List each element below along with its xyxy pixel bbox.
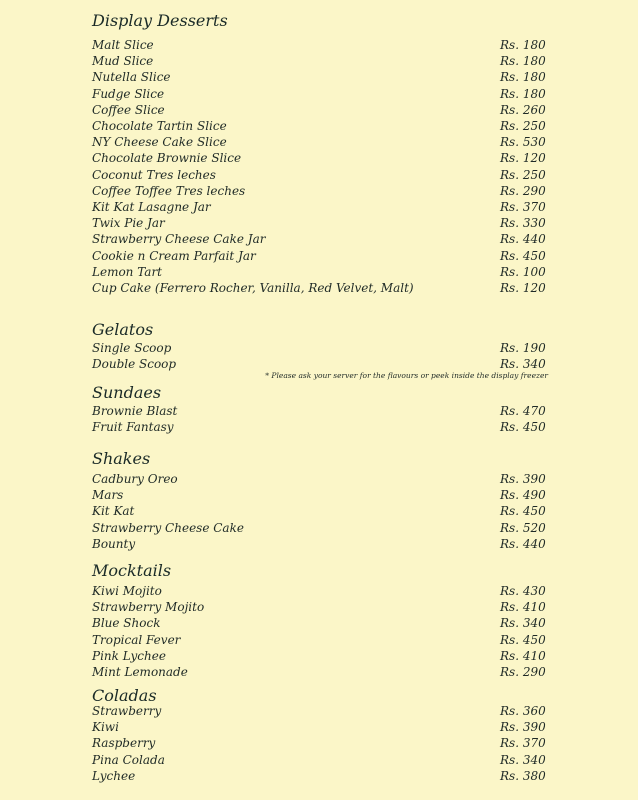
item-price: Rs. 370: [500, 736, 546, 751]
item-name: Coffee Toffee Tres leches: [92, 183, 246, 198]
menu-item-coffee-toffee-tres-leches: [92, 183, 548, 199]
section-title-mocktails: Mocktails: [92, 561, 172, 580]
item-price: Rs. 180: [500, 86, 546, 101]
menu-item-strawberry-mojito: [92, 599, 548, 615]
item-price: Rs. 530: [500, 135, 546, 150]
menu-item-strawberry: [92, 703, 548, 719]
menu-item-lychee: [92, 768, 548, 784]
menu-item-ny-cheese-cake-slice: [92, 134, 548, 150]
item-price: Rs. 360: [500, 704, 546, 718]
menu-item-fruit-fantasy: [92, 419, 548, 435]
item-price: Rs. 180: [500, 70, 546, 85]
menu-item-chocolate-brownie-slice: [92, 150, 548, 166]
section-title-gelatos: Gelatos: [92, 320, 154, 339]
item-price: Rs. 180: [500, 38, 546, 52]
item-name: NY Cheese Cake Slice: [92, 135, 227, 150]
item-name: Twix Pie Jar: [92, 216, 165, 231]
menu-item-mint-lemonade: [92, 664, 548, 680]
item-name: Strawberry Cheese Cake: [92, 520, 244, 535]
item-name: Lychee: [92, 768, 136, 783]
section-title-sundaes: Sundaes: [92, 383, 162, 402]
item-name: Strawberry: [92, 704, 162, 718]
menu-item-coffee-slice: [92, 102, 548, 118]
menu-item-kiwi-mojito: [92, 583, 548, 599]
item-price: Rs. 340: [500, 752, 546, 767]
item-price: Rs. 290: [500, 183, 546, 198]
section-title-shakes: Shakes: [92, 449, 151, 468]
item-price: Rs. 290: [500, 665, 546, 679]
menu-item-chocolate-tartin-slice: [92, 118, 548, 134]
item-price: Rs. 410: [500, 648, 546, 663]
menu-item-cookie-n-cream-parfait-jar: [92, 248, 548, 264]
item-name: Cadbury Oreo: [92, 472, 178, 486]
item-name: Kit Kat: [92, 504, 135, 519]
item-price: Rs. 340: [500, 357, 546, 372]
item-name: Raspberry: [92, 736, 156, 751]
menu-item-kiwi: [92, 719, 548, 735]
item-name: Bounty: [92, 536, 136, 551]
item-name: Cookie n Cream Parfait Jar: [92, 248, 256, 263]
menu-item-pink-lychee: [92, 648, 548, 664]
menu-item-blue-shock: [92, 615, 548, 631]
item-price: Rs. 390: [500, 720, 546, 735]
item-name: Kit Kat Lasagne Jar: [92, 200, 211, 214]
item-price: Rs. 250: [500, 119, 546, 133]
menu-item-strawberry-cheese-cake: [92, 520, 548, 536]
menu-item-double-scoop: [92, 356, 548, 372]
item-name: Mud Slice: [92, 54, 154, 69]
menu-item-bounty: [92, 536, 548, 552]
item-price: Rs. 250: [500, 167, 546, 182]
item-price: Rs. 450: [500, 504, 546, 519]
item-price: Rs. 180: [500, 54, 546, 69]
item-name: Malt Slice: [92, 38, 154, 52]
item-name: Double Scoop: [92, 357, 177, 372]
item-name: Fudge Slice: [92, 86, 165, 101]
menu-item-mud-slice: [92, 53, 548, 69]
item-name: Pina Colada: [92, 752, 165, 767]
menu-item-single-scoop: [92, 340, 548, 356]
menu-item-tropical-fever: [92, 632, 548, 648]
item-name: Kiwi Mojito: [92, 584, 162, 598]
menu-item-brownie-blast: [92, 403, 548, 419]
item-price: Rs. 120: [500, 281, 546, 295]
item-price: Rs. 450: [500, 632, 546, 647]
section-title-display-desserts: Display Desserts: [92, 11, 228, 30]
item-price: Rs. 390: [500, 472, 546, 486]
item-price: Rs. 330: [500, 216, 546, 231]
item-name: Chocolate Tartin Slice: [92, 119, 227, 133]
menu-item-pina-colada: [92, 752, 548, 768]
item-price: Rs. 470: [500, 404, 546, 418]
item-name: Single Scoop: [92, 341, 172, 355]
item-price: Rs. 450: [500, 420, 546, 435]
item-name: Mars: [92, 488, 124, 503]
item-price: Rs. 440: [500, 536, 546, 551]
item-name: Cup Cake (Ferrero Rocher, Vanilla, Red Velvet, Malt): [92, 281, 414, 295]
item-name: Chocolate Brownie Slice: [92, 151, 242, 166]
gelato-flavour-note: * Please ask your server for the flavours or peek inside the display freezer: [265, 371, 548, 380]
item-name: Strawberry Cheese Cake Jar: [92, 232, 266, 247]
item-name: Coffee Slice: [92, 102, 165, 117]
menu-item-coconut-tres-leches: [92, 167, 548, 183]
menu-item-malt-slice: [92, 37, 548, 53]
item-name: Lemon Tart: [92, 264, 163, 279]
menu-item-cadbury-oreo: [92, 471, 548, 487]
item-name: Blue Shock: [92, 616, 161, 631]
menu-item-strawberry-cheese-cake-jar: [92, 231, 548, 247]
item-price: Rs. 430: [500, 584, 546, 598]
item-name: Kiwi: [92, 720, 119, 735]
item-price: Rs. 100: [500, 264, 546, 279]
menu-item-mars: [92, 487, 548, 503]
item-name: Pink Lychee: [92, 648, 166, 663]
menu-item-fudge-slice: [92, 86, 548, 102]
item-price: Rs. 490: [500, 488, 546, 503]
item-price: Rs. 520: [500, 520, 546, 535]
item-price: Rs. 410: [500, 600, 546, 615]
menu-item-nutella-slice: [92, 69, 548, 85]
item-price: Rs. 260: [500, 102, 546, 117]
section-title-coladas: Coladas: [92, 686, 157, 705]
item-name: Nutella Slice: [92, 70, 171, 85]
menu-item-cup-cake-ferrero-rocher-vanilla-red-velvet-malt: [92, 280, 548, 296]
item-price: Rs. 340: [500, 616, 546, 631]
item-price: Rs. 190: [500, 341, 546, 355]
menu-item-kit-kat: [92, 503, 548, 519]
item-name: Brownie Blast: [92, 404, 178, 418]
item-price: Rs. 440: [500, 232, 546, 247]
menu-item-raspberry: [92, 735, 548, 751]
item-price: Rs. 370: [500, 200, 546, 214]
menu-item-kit-kat-lasagne-jar: [92, 199, 548, 215]
menu-item-twix-pie-jar: [92, 215, 548, 231]
item-price: Rs. 450: [500, 248, 546, 263]
menu-item-lemon-tart: [92, 264, 548, 280]
item-name: Fruit Fantasy: [92, 420, 174, 435]
item-name: Coconut Tres leches: [92, 167, 216, 182]
item-price: Rs. 380: [500, 768, 546, 783]
item-name: Strawberry Mojito: [92, 600, 205, 615]
item-name: Tropical Fever: [92, 632, 181, 647]
item-name: Mint Lemonade: [92, 665, 188, 679]
item-price: Rs. 120: [500, 151, 546, 166]
